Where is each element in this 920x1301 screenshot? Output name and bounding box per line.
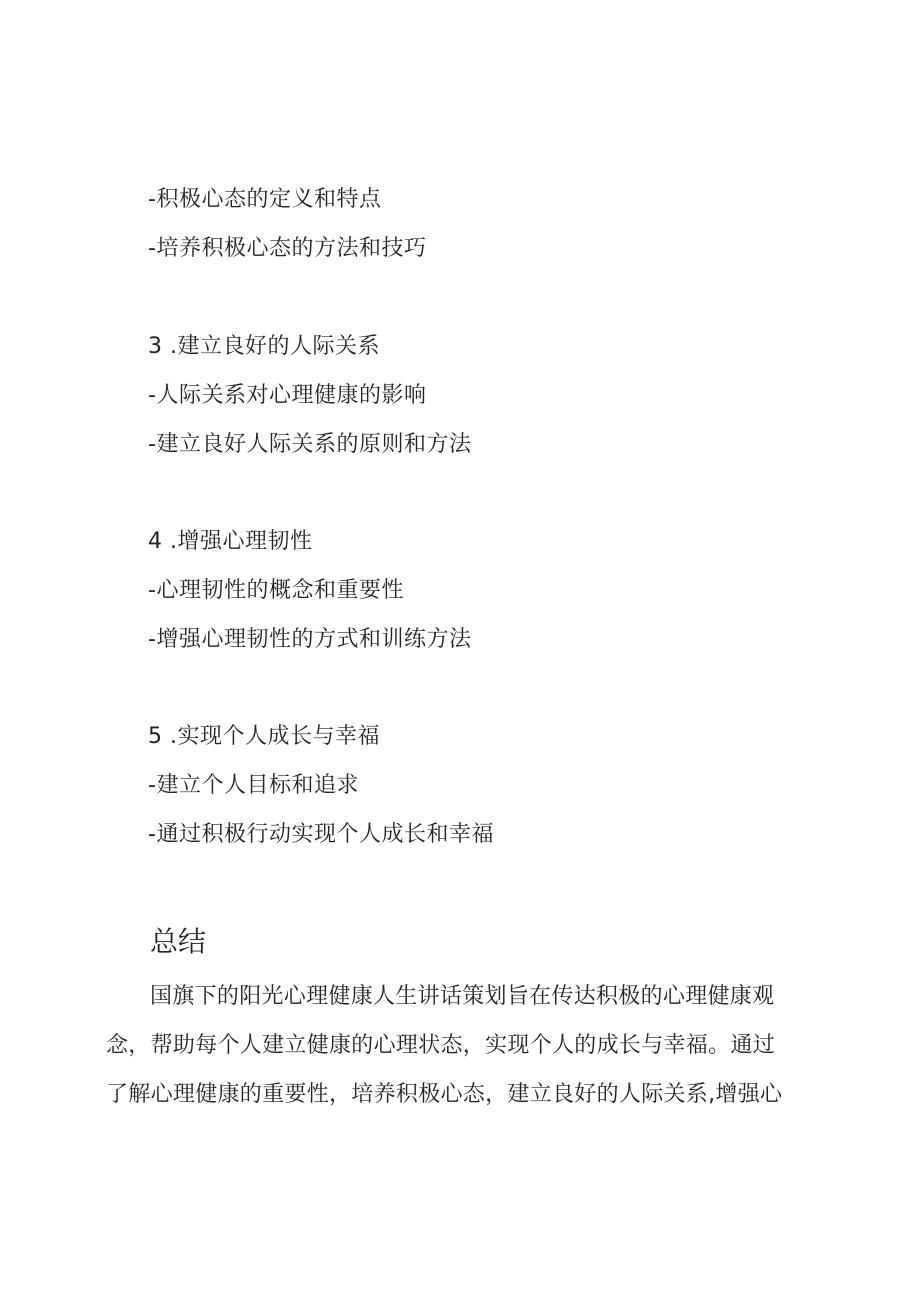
summary-paragraph-line: 了解心理健康的重要性，培养积极心态，建立良好的人际关系,增强心 [106, 1082, 783, 1107]
summary-paragraph-line: 念，帮助每个人建立健康的心理状态，实现个人的成长与幸福。通过 [106, 1033, 776, 1058]
section-heading: 5 .实现个人成长与幸福 [148, 724, 380, 749]
outline-item: -培养积极心态的方法和技巧 [148, 236, 427, 261]
section-heading: 4 .增强心理韧性 [148, 529, 313, 554]
outline-item: -通过积极行动实现个人成长和幸福 [148, 822, 494, 847]
outline-item: -增强心理韧性的方式和训练方法 [148, 627, 472, 652]
outline-item: -建立良好人际关系的原则和方法 [148, 432, 472, 457]
outline-item: -建立个人目标和追求 [148, 773, 359, 798]
outline-item: -心理韧性的概念和重要性 [148, 578, 404, 603]
outline-item: -人际关系对心理健康的影响 [148, 383, 427, 408]
section-heading: 3 .建立良好的人际关系 [148, 334, 380, 359]
outline-item: -积极心态的定义和特点 [148, 187, 382, 212]
summary-paragraph-line: 国旗下的阳光心理健康人生讲话策划旨在传达积极的心理健康观 [150, 984, 775, 1009]
summary-heading: 总结 [150, 925, 207, 958]
